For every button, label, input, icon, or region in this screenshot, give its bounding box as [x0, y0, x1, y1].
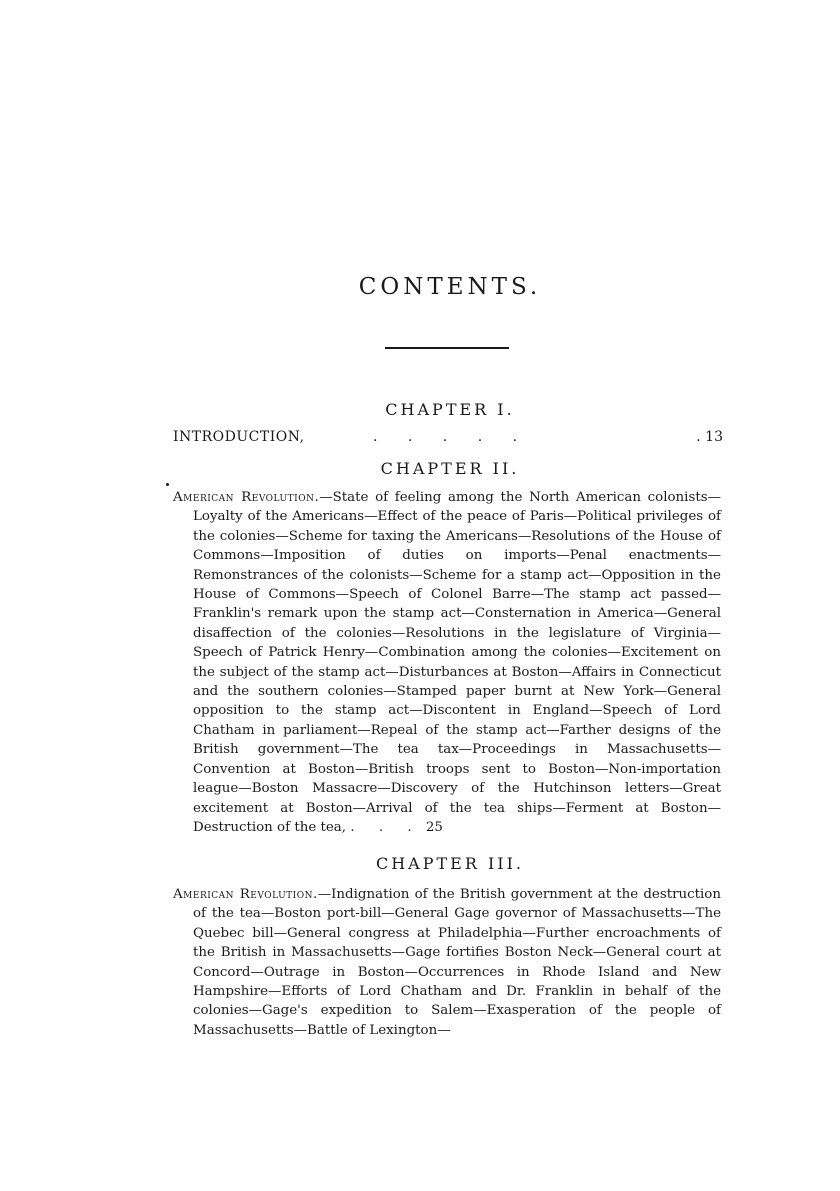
chapter-2-summary: —State of feeling among the North American colonists—Loyalty of the Americans—Effect of the peace of Paris—Political privileges of the colonies—Scheme for taxing the Americans—Resolutions of the House of Commons—Imposition of duties on imports—Penal enactments—Remonstrances of the colonists—Scheme for a stamp act—Opposition in the House of Commons—Speech of Colonel Barre—The stamp act passed—Franklin's remark upon the stamp act—Consternation in America—General disaffection of the colonies—Resolutions in the legislature of Virginia—Speech of Patrick Henry—Combination among the colonies—Excitement on the subject of the stamp act—Disturbances at Boston—Affairs in Connecticut and the southern colonies—Stamped paper burnt at New York—General opposition to the stamp act—Discontent in England—Speech of Lord Chatham in parliament—Repeal of the stamp act—Farther designs of the British government—The tea tax—Proceedings in Massachusetts—Convention at Boston—British troops sent to Boston—Non-importation league—Boston Massacre—Discovery of the Hutchinson letters—Great excitement at Boston—Arrival of the tea ships—Ferment at Boston—Destruction of the tea,	[193, 490, 721, 835]
margin-mark	[166, 483, 169, 486]
chapter-1-subject: INTRODUCTION,	[173, 429, 305, 445]
chapter-1-entry	[173, 429, 723, 449]
chapter-2-leader: . . .	[350, 819, 422, 835]
chapter-1-leader: . . . . .	[373, 429, 531, 445]
chapter-3-summary: —Indignation of the British government at the destruction of the tea—Boston port-bill—General Gage governor of Massachusetts—The Quebec bill—General congress at Philadelphia—Further encroachments of the British in Massachusetts—Gage fortifies Boston Neck—General court at Concord—Outrage in Boston—Occurrences in Rhode Island and New Hampshire—Efforts of Lord Chatham and Dr. Franklin in behalf of the colonies—Gage's expedition to Salem—Exasperation of the people of Massachusetts—Battle of Lexington—	[193, 887, 721, 1038]
chapter-3-heading: CHAPTER III.	[375, 854, 525, 873]
chapter-1-heading: CHAPTER I.	[385, 400, 515, 419]
page-title: CONTENTS.	[358, 274, 542, 300]
chapter-2-entry	[173, 488, 721, 837]
chapter-2-page: 25	[425, 819, 443, 835]
chapter-2-subject: American Revolution.	[173, 490, 320, 505]
chapter-2-heading: CHAPTER II.	[380, 459, 520, 478]
title-divider	[385, 347, 509, 349]
chapter-1-page: . 13	[696, 429, 723, 445]
chapter-3-subject: American Revolution.	[173, 887, 318, 902]
chapter-3-entry	[173, 885, 721, 1040]
